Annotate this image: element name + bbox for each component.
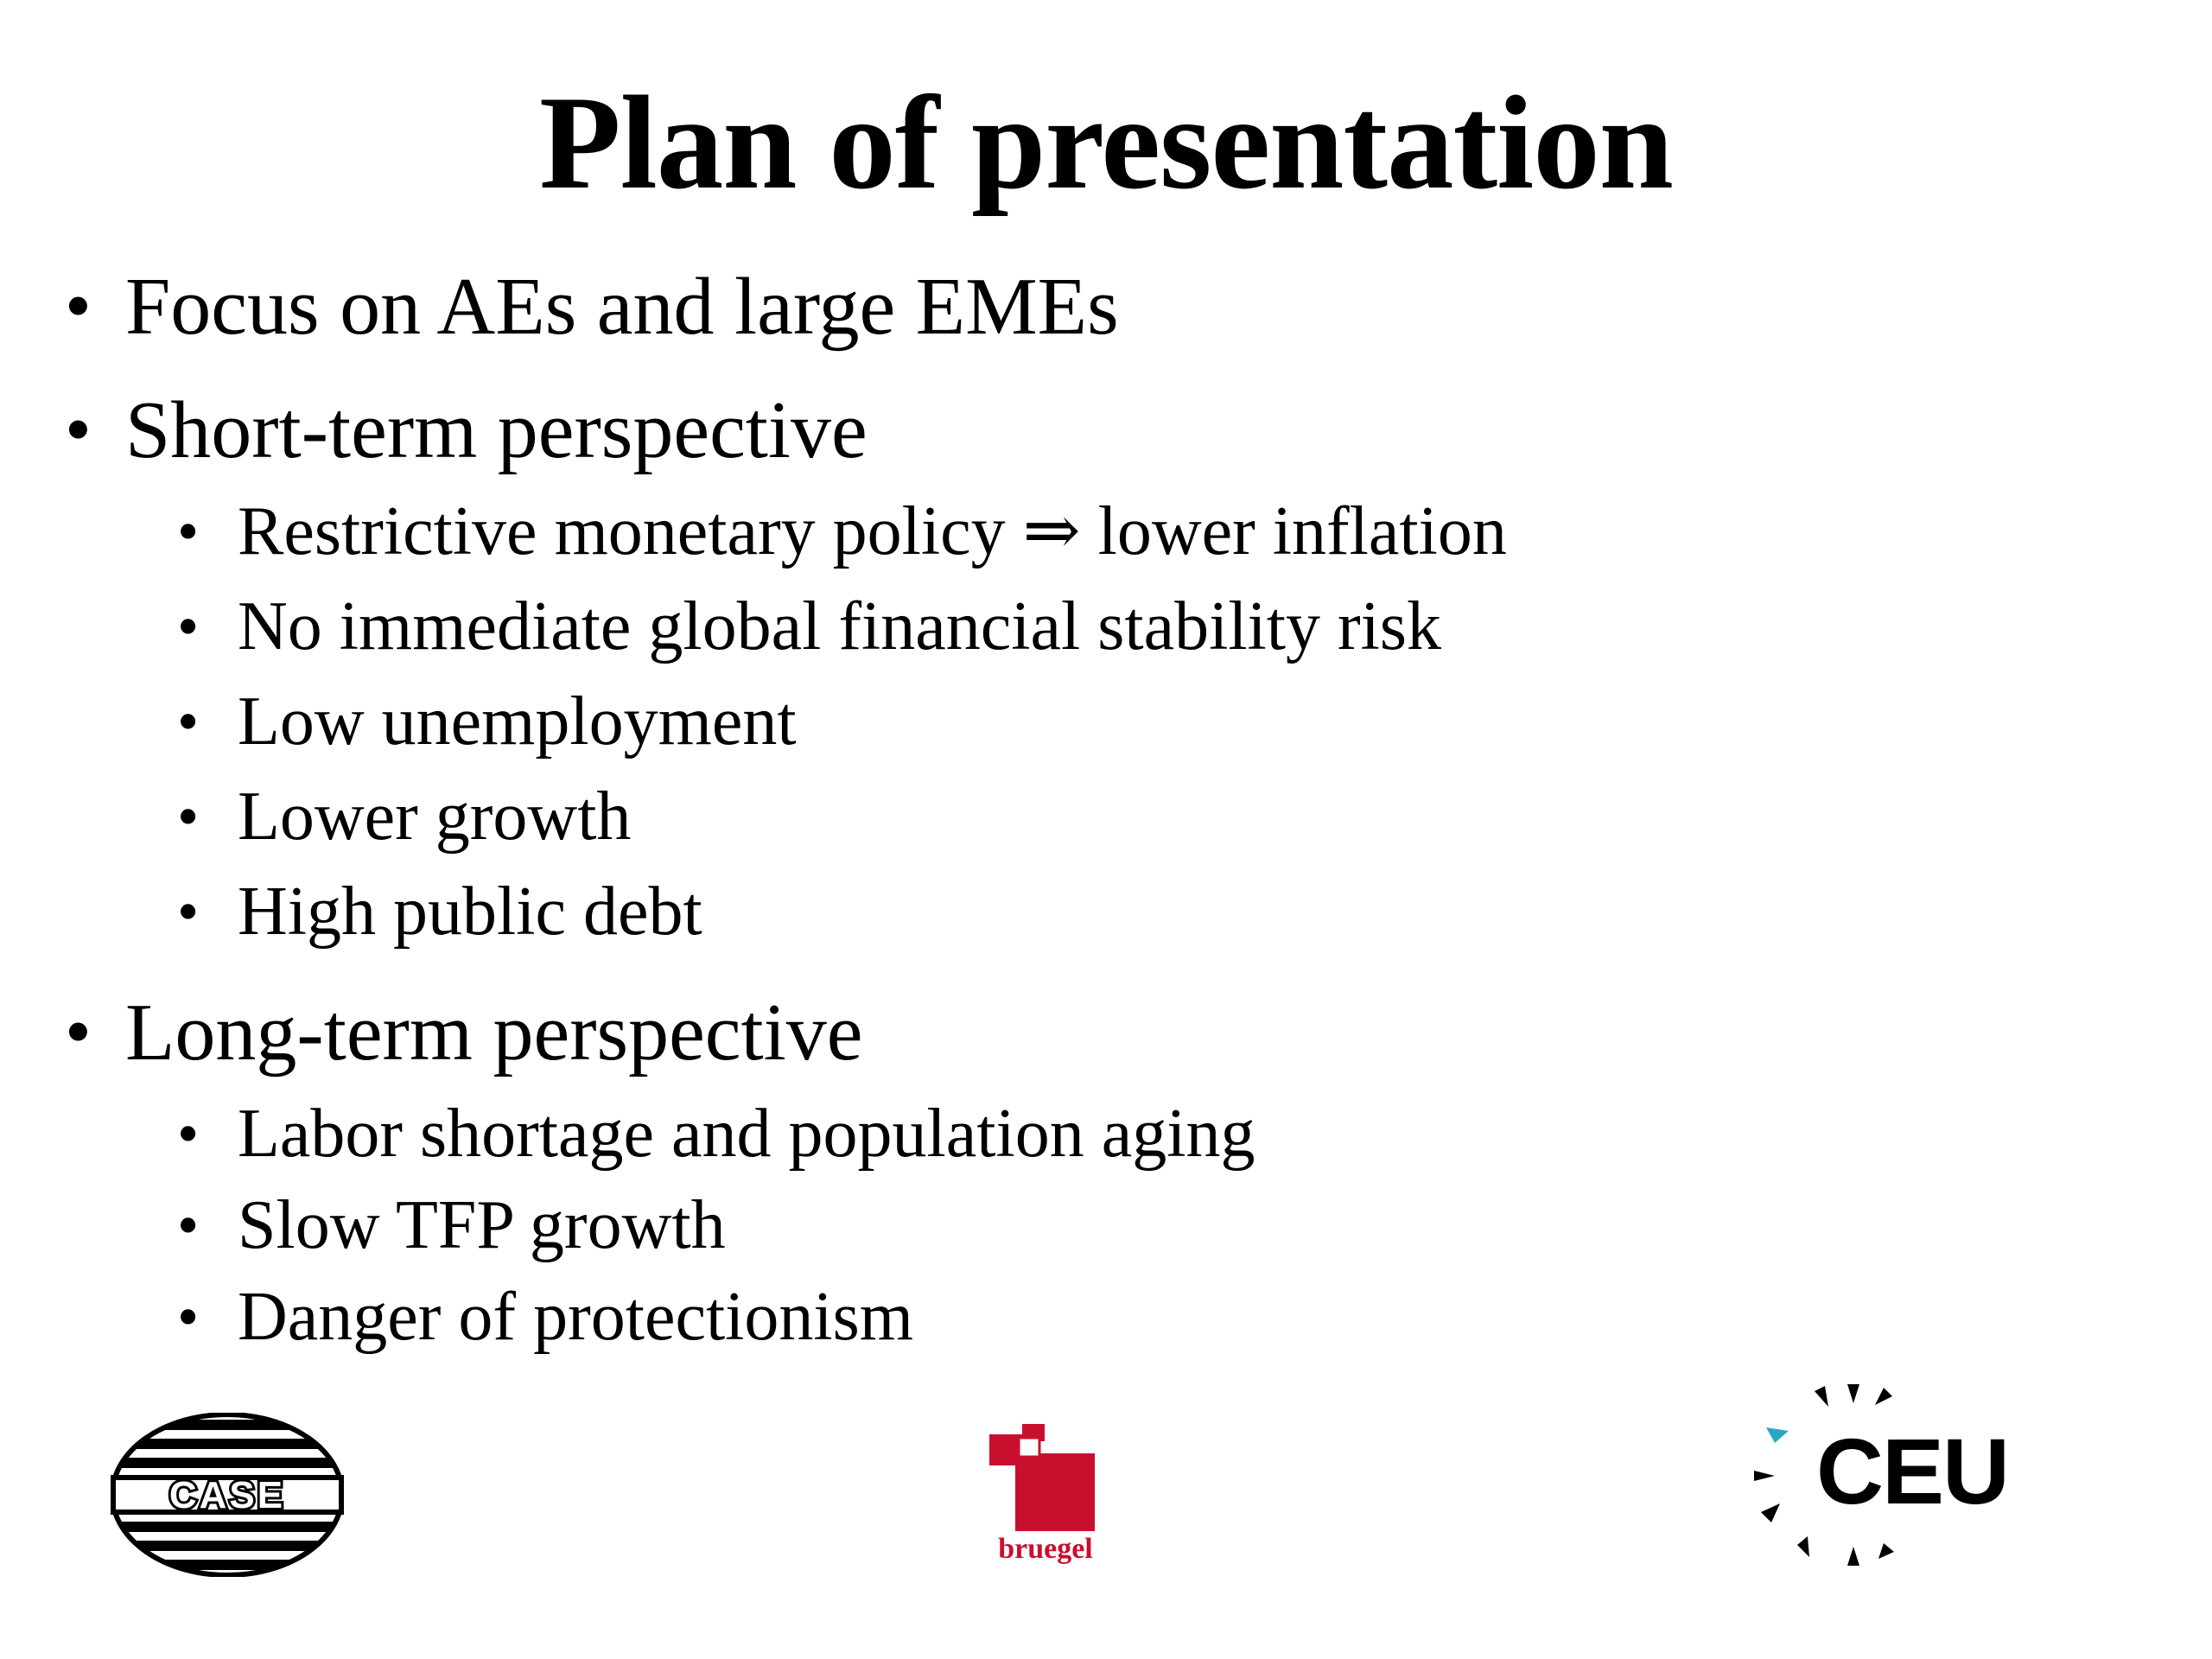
case-logo — [111, 1413, 344, 1577]
bruegel-logo-icon — [981, 1417, 1119, 1564]
bullet-text: Low unemployment — [238, 683, 797, 760]
bruegel-logo — [981, 1417, 1119, 1564]
bullet-text: Labor shortage and population aging — [238, 1096, 1255, 1172]
bullet-dot-icon: • — [177, 1282, 200, 1351]
bullet-dot-icon: • — [177, 1099, 200, 1168]
bruegel-logo-label: bruegel — [998, 1533, 1093, 1564]
bullet-text: Short-term perspective — [125, 385, 868, 475]
bullet-dot-icon: • — [65, 264, 92, 348]
case-logo-icon — [111, 1413, 344, 1577]
bullet-dot-icon: • — [177, 687, 200, 756]
bullet-text: High public debt — [238, 874, 702, 950]
ceu-logo-icon — [1745, 1374, 2022, 1594]
bullet-dot-icon: • — [177, 877, 200, 946]
bullet-text: Slow TFP growth — [238, 1187, 726, 1263]
bullet-dot-icon: • — [177, 592, 200, 661]
bullet-dot-icon: • — [65, 388, 92, 472]
bullet-dot-icon: • — [65, 990, 92, 1074]
bullet-text: No immediate global financial stability risk — [238, 588, 1442, 664]
ceu-logo-label: CEU — [1816, 1419, 2009, 1523]
bullet-text: Focus on AEs and large EMEs — [125, 262, 1119, 352]
bullet-text: Restrictive monetary policy ⇒ lower inflation — [238, 493, 1507, 569]
bullet-dot-icon: • — [177, 1191, 200, 1260]
bullet-dot-icon: • — [177, 782, 200, 851]
slide-title: Plan of presentation — [539, 68, 1673, 217]
case-logo-label: CASE — [168, 1474, 286, 1516]
bullet-dot-icon: • — [177, 497, 200, 566]
bullet-text: Danger of protectionism — [238, 1279, 913, 1355]
ceu-logo — [1745, 1374, 2022, 1594]
bullet-text: Long-term perspective — [125, 988, 863, 1077]
bullet-text: Lower growth — [238, 779, 632, 855]
